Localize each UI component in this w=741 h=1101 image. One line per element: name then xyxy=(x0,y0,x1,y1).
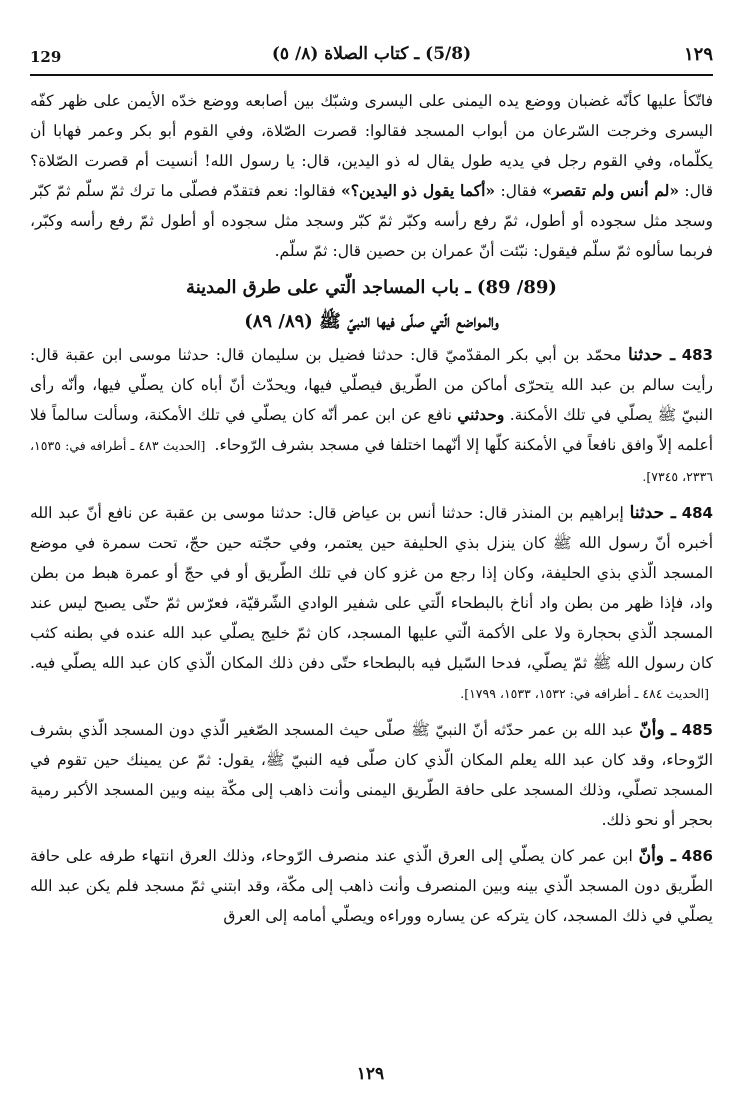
hadith-number: 486 xyxy=(681,847,713,865)
hadith-483 xyxy=(30,340,713,492)
prophet-quote-2: «أكما يقول ذو اليدين؟» xyxy=(341,181,496,200)
hadith-486 xyxy=(30,841,713,931)
chapter-heading-line1: (89/ 89) ـ باب المساجد الّتي على طرق المدينة xyxy=(186,277,557,298)
hadith-lead-2: وحدثني xyxy=(457,405,505,424)
chapter-heading-line2: والمواضع الّتي صلّى فيها النبيّ ﷺ (٨٩/ ٨٩) xyxy=(244,311,499,332)
page-footer-number: ١٢٩ xyxy=(356,1064,385,1084)
intro-text-3: فقالوا: نعم فتقدّم فصلّى ما ترك ثمّ سلّم ثمّ كبّر وسجد مثل سجوده أو أطول، ثمّ رفع رأسه وكبّر ثمّ كبّر وسجد مثل سجوده أو أطول ثمّ رفع رأسه وكبّر، فربما سألوه ثمّ سلّم فيقول: نبّئت أنّ عمران بن حصين قال: ثمّ سلّم. xyxy=(30,182,713,260)
prophet-quote-1: «لم أنس ولم تقصر» xyxy=(542,181,680,200)
hadith-text: إبراهيم بن المنذر قال: حدثنا أنس بن عياض قال: حدثنا موسى بن عقبة عن نافع أنّ عبد الله أخبره أنّ رسول الله ﷺ كان ينزل بذي الحليفة حين يعتمر، وفي حجّته حين حجّ، تحت سمرة في موضع المسجد الّذي بذي الحليفة، وكان إذا رجع من غزو كان في تلك الطّريق أو في حجّ أو عمرة هبط من بطن واد، فإذا ظهر من بطن واد أناخ بالبطحاء الّتي على شفير الوادي الشّرقيّة، فعرّس ثمّ حتّى يصبح ليس عند المسجد الّذي بحجارة ولا على الأكمة الّتي عليها المسجد، كان ثمّ خليج يصلّي عبد الله عنده في بطنه كثب كان رسول الله ﷺ ثمّ يصلّي، فدحا السّيل فيه بالبطحاء حتّى دفن ذلك المكان الّذي كان عبد الله يصلّي فيه. xyxy=(30,504,713,672)
hadith-reference: [الحديث ٤٨٤ ـ أطرافه في: ١٥٣٢، ١٥٣٣، ١٧٩٩]. xyxy=(460,686,709,701)
hadith-text: ابن عمر كان يصلّي إلى العرق الّذي عند منصرف الرّوحاء، وذلك العرق انتهاء طرفه على حافة الطّريق دون المسجد الّذي بينه وبين المنصرف وأنت ذاهب إلى مكّة، وقد ابتني ثمّ مسجد فلم يكن عبد الله يصلّي في ذلك المسجد، كان يتركه عن يساره ووراءه ويصلّي أمامه إلى العرق xyxy=(30,847,713,925)
intro-text-2: فقال: xyxy=(500,182,537,200)
hadith-text: محمّد بن أبي بكر المقدّميّ قال: حدثنا فضيل بن سليمان قال: حدثنا موسى ابن عقبة قال: رأيت سالم بن عبد الله يتحرّى أماكن من الطّريق فيصلّي فيها، ويحدّث أنّ أباه كان يصلّي فيها، وأنّه رأى النبيّ ﷺ يصلّي في تلك الأمكنة. xyxy=(30,346,713,424)
hadith-reference: [الحديث ٤٨٣ ـ أطرافه في: ١٥٣٥، ٢٣٣٦، ٧٣٤٥]. xyxy=(30,438,713,484)
page-header xyxy=(30,38,713,76)
page-body xyxy=(30,86,713,1056)
hadith-484 xyxy=(30,498,713,709)
hadith-lead: ـ حدثنا xyxy=(629,503,676,523)
hadith-number: 483 xyxy=(681,346,713,364)
hadith-text: عبد الله بن عمر حدّثه أنّ النبيّ ﷺ صلّى حيث المسجد الصّغير الّذي دون المسجد الّذي بشرف الرّوحاء، وقد كان عبد الله يعلم المكان الّذي كان صلّى فيه النبيّ ﷺ، يقول: ثمّ عن يمينك حين تقوم في المسجد تصلّي، وذلك المسجد على حافة الطّريق اليمنى وأنت ذاهب إلى مكّة بينه وبين المسجد الأكبر رمية بحجر أو نحو ذلك. xyxy=(30,721,713,829)
hadith-text-2: نافع عن ابن عمر أنّه كان يصلّي في تلك الأمكنة، وسألت سالماً فلا أعلمه إلاّ وافق نافعاً في الأمكنة كلّها إلا أنّهما اختلفا في مسجد بشرف الرّوحاء. xyxy=(30,406,713,454)
hadith-number: 485 xyxy=(681,721,713,739)
intro-text-1: فاتّكأ عليها كأنّه غضبان ووضع يده اليمنى على اليسرى وشبّك بين أصابعه ووضع خدّه الأيمن على ظهر كفّه اليسرى وخرجت السّرعان من أبواب المسجد فقالوا: قصرت الصّلاة، وفي القوم أبو بكر وعمر فهابا أن يكلّماه، وفي القوم رجل في يديه طول يقال له ذو اليدين، قال: يا رسول الله! أنسيت أم قصرت الصّلاة؟ قال: xyxy=(30,92,713,200)
hadith-485 xyxy=(30,715,713,835)
intro-paragraph xyxy=(30,86,713,266)
page-number-arabic: ١٢٩ xyxy=(683,44,713,65)
hadith-lead: ـ وأنّ xyxy=(639,720,677,740)
page-number-latin: 129 xyxy=(30,48,62,66)
hadith-number: 484 xyxy=(681,504,713,522)
hadith-lead: ـ وأنّ xyxy=(638,846,676,866)
running-title: (5/8) ـ كتاب الصلاة (٨/ ٥) xyxy=(271,44,472,64)
hadith-lead: ـ حدثنا xyxy=(628,345,676,365)
